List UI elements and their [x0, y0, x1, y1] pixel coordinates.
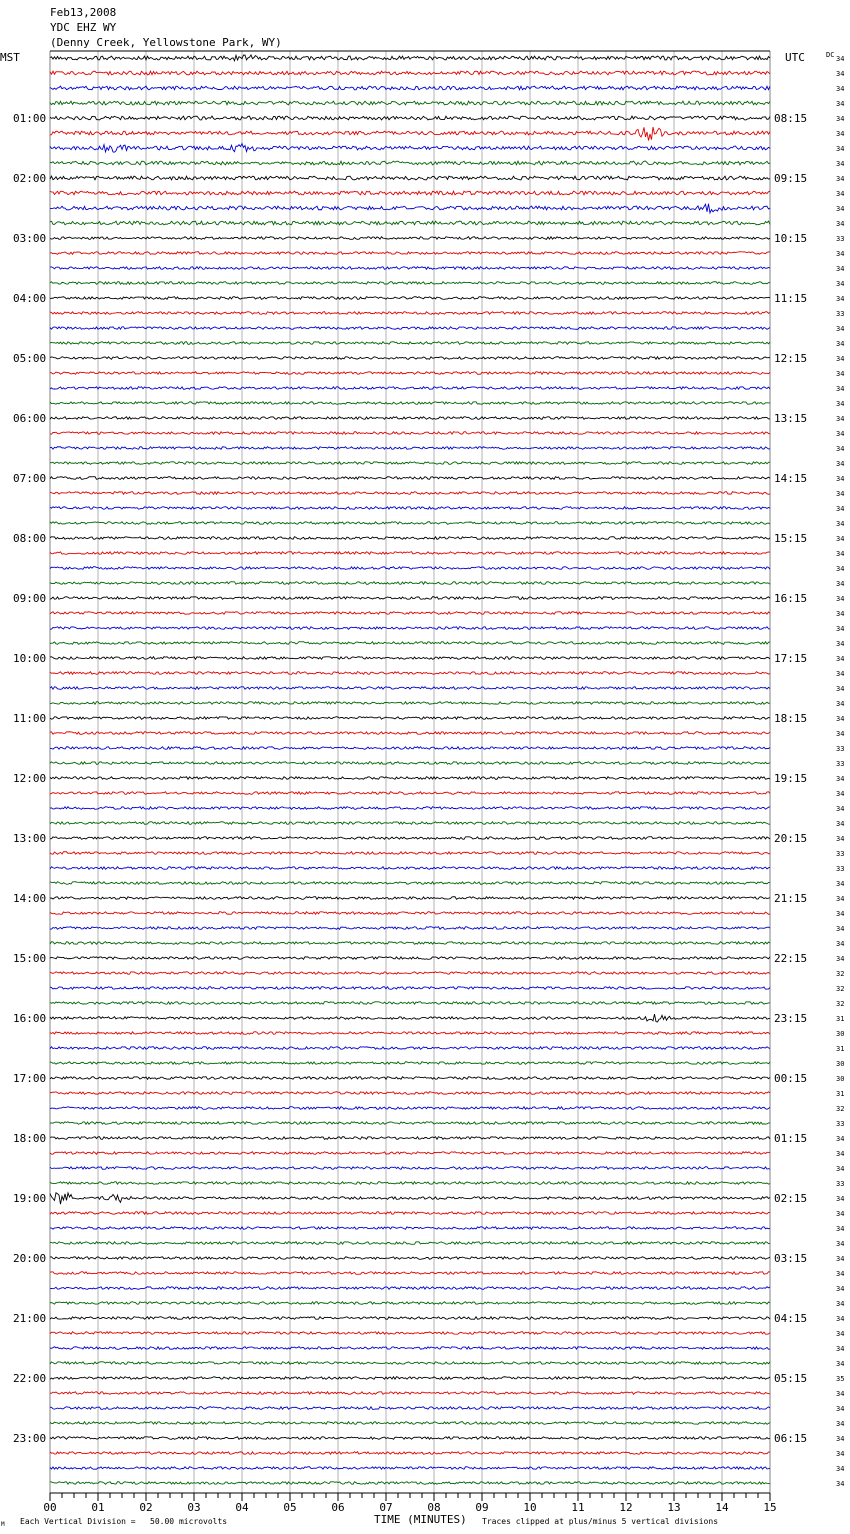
trace-row-78 — [50, 1227, 770, 1230]
trace-row-8 — [50, 176, 770, 180]
utc-hour-label: 05:15 — [774, 1372, 808, 1385]
trace-row-45 — [50, 732, 770, 735]
trace-row-94 — [50, 1467, 770, 1470]
x-tick-label: 12 — [619, 1501, 633, 1514]
trace-row-72 — [50, 1137, 770, 1140]
x-tick-label: 15 — [763, 1501, 777, 1514]
dc-offset-value: 34 — [836, 565, 845, 573]
dc-offset-value: 34 — [836, 820, 845, 828]
dc-offset-value: 34 — [836, 535, 845, 543]
trace-row-4 — [50, 116, 770, 120]
trace-row-5 — [50, 127, 770, 140]
dc-offset-value: 34 — [836, 1330, 845, 1338]
mst-hour-label: 22:00 — [13, 1372, 47, 1385]
dc-offset-header: DC — [826, 51, 835, 59]
trace-row-82 — [50, 1287, 770, 1290]
dc-offset-value: 34 — [836, 895, 845, 903]
dc-offset-value: 34 — [836, 775, 845, 783]
trace-row-19 — [50, 342, 770, 345]
trace-row-77 — [50, 1212, 770, 1215]
dc-offset-value: 34 — [836, 1390, 845, 1398]
dc-offset-value: 33 — [836, 1180, 845, 1188]
mst-hour-label: 08:00 — [13, 532, 47, 545]
dc-offset-value: 34 — [836, 805, 845, 813]
utc-hour-label: 21:15 — [774, 892, 808, 905]
trace-row-79 — [50, 1242, 770, 1245]
trace-row-34 — [50, 567, 770, 570]
dc-offset-value: 34 — [836, 955, 845, 963]
x-tick-label: 05 — [283, 1501, 297, 1514]
dc-offset-value: 33 — [836, 235, 845, 243]
mst-hour-label: 13:00 — [13, 832, 47, 845]
dc-offset-value: 30 — [836, 1075, 845, 1083]
dc-offset-value: 34 — [836, 100, 845, 108]
utc-hour-label: 14:15 — [774, 472, 808, 485]
trace-row-24 — [50, 417, 770, 420]
utc-hour-label: 00:15 — [774, 1072, 808, 1085]
trace-row-57 — [50, 912, 770, 915]
utc-hour-label: 17:15 — [774, 652, 808, 665]
mst-hour-label: 19:00 — [13, 1192, 47, 1205]
x-tick-label: 06 — [331, 1501, 345, 1514]
mst-hour-label: 09:00 — [13, 592, 47, 605]
trace-row-2 — [50, 86, 770, 90]
mst-hour-label: 16:00 — [13, 1012, 47, 1025]
utc-hour-label: 13:15 — [774, 412, 808, 425]
dc-offset-value: 34 — [836, 1210, 845, 1218]
mst-hour-label: 06:00 — [13, 412, 47, 425]
dc-offset-value: 34 — [836, 1450, 845, 1458]
trace-row-21 — [50, 372, 770, 375]
station-location: (Denny Creek, Yellowstone Park, WY) — [50, 36, 282, 49]
dc-offset-value: 30 — [836, 1060, 845, 1068]
utc-hour-label: 23:15 — [774, 1012, 808, 1025]
dc-offset-value: 34 — [836, 1420, 845, 1428]
dc-offset-value: 34 — [836, 655, 845, 663]
trace-row-37 — [50, 612, 770, 615]
utc-hour-label: 15:15 — [774, 532, 808, 545]
utc-hour-label: 02:15 — [774, 1192, 808, 1205]
trace-row-69 — [50, 1092, 770, 1095]
trace-row-7 — [50, 161, 770, 165]
dc-offset-value: 34 — [836, 505, 845, 513]
dc-offset-value: 34 — [836, 550, 845, 558]
utc-hour-label: 19:15 — [774, 772, 808, 785]
trace-row-44 — [50, 717, 770, 720]
trace-row-18 — [50, 327, 770, 330]
mst-hour-label: 05:00 — [13, 352, 47, 365]
utc-hour-label: 18:15 — [774, 712, 808, 725]
trace-row-22 — [50, 387, 770, 390]
station-code: YDC EHZ WY — [50, 21, 117, 34]
dc-offset-value: 34 — [836, 1360, 845, 1368]
trace-row-70 — [50, 1107, 770, 1110]
dc-offset-value: 34 — [836, 910, 845, 918]
trace-row-54 — [50, 867, 770, 870]
dc-offset-value: 34 — [836, 325, 845, 333]
dc-offset-value: 34 — [836, 580, 845, 588]
trace-row-62 — [50, 987, 770, 990]
trace-row-60 — [50, 957, 770, 960]
trace-row-81 — [50, 1272, 770, 1275]
dc-offset-value: 34 — [836, 1465, 845, 1473]
mst-hour-label: 15:00 — [13, 952, 47, 965]
trace-row-38 — [50, 627, 770, 630]
trace-row-33 — [50, 552, 770, 555]
trace-row-88 — [50, 1377, 770, 1380]
dc-offset-value: 33 — [836, 760, 845, 768]
trace-row-32 — [50, 537, 770, 540]
utc-hour-label: 08:15 — [774, 112, 808, 125]
dc-offset-value: 33 — [836, 310, 845, 318]
trace-row-35 — [50, 582, 770, 585]
trace-row-12 — [50, 237, 770, 240]
trace-row-49 — [50, 792, 770, 795]
dc-offset-value: 34 — [836, 280, 845, 288]
x-tick-label: 10 — [523, 1501, 537, 1514]
corner-mark: M — [1, 1521, 5, 1528]
dc-offset-value: 34 — [836, 1240, 845, 1248]
dc-offset-value: 34 — [836, 295, 845, 303]
trace-row-42 — [50, 687, 770, 690]
dc-offset-value: 34 — [836, 370, 845, 378]
trace-row-14 — [50, 267, 770, 270]
dc-offset-value: 34 — [836, 130, 845, 138]
dc-offset-value: 34 — [836, 70, 845, 78]
trace-row-46 — [50, 747, 770, 750]
dc-offset-value: 34 — [836, 205, 845, 213]
dc-offset-value: 34 — [836, 715, 845, 723]
dc-offset-value: 34 — [836, 490, 845, 498]
trace-row-15 — [50, 282, 770, 285]
dc-offset-value: 32 — [836, 1105, 845, 1113]
dc-offset-value: 33 — [836, 850, 845, 858]
dc-offset-value: 31 — [836, 1090, 845, 1098]
dc-offset-value: 34 — [836, 175, 845, 183]
mst-hour-label: 03:00 — [13, 232, 47, 245]
dc-offset-value: 34 — [836, 160, 845, 168]
mst-hour-label: 18:00 — [13, 1132, 47, 1145]
mst-hour-label: 21:00 — [13, 1312, 47, 1325]
x-tick-label: 00 — [43, 1501, 57, 1514]
dc-offset-value: 34 — [836, 415, 845, 423]
trace-row-36 — [50, 597, 770, 600]
dc-offset-value: 34 — [836, 520, 845, 528]
dc-offset-value: 33 — [836, 865, 845, 873]
utc-hour-label: 10:15 — [774, 232, 808, 245]
dc-offset-value: 34 — [836, 1285, 845, 1293]
dc-offset-value: 34 — [836, 145, 845, 153]
trace-row-39 — [50, 642, 770, 645]
dc-offset-value: 34 — [836, 1195, 845, 1203]
scale-note: Each Vertical Division = 50.00 microvolts — [20, 1517, 228, 1526]
dc-offset-value: 34 — [836, 835, 845, 843]
utc-hour-label: 20:15 — [774, 832, 808, 845]
trace-row-11 — [50, 221, 770, 225]
dc-offset-value: 34 — [836, 400, 845, 408]
trace-row-55 — [50, 882, 770, 885]
dc-offset-value: 30 — [836, 1030, 845, 1038]
dc-offset-value: 34 — [836, 445, 845, 453]
dc-offset-value: 34 — [836, 640, 845, 648]
dc-offset-value: 34 — [836, 1405, 845, 1413]
dc-offset-value: 34 — [836, 880, 845, 888]
x-tick-label: 14 — [715, 1501, 729, 1514]
mst-hour-label: 14:00 — [13, 892, 47, 905]
dc-offset-value: 34 — [836, 340, 845, 348]
trace-row-56 — [50, 897, 770, 900]
dc-offset-value: 34 — [836, 1300, 845, 1308]
trace-row-13 — [50, 252, 770, 255]
trace-row-85 — [50, 1332, 770, 1335]
trace-row-53 — [50, 852, 770, 855]
x-tick-label: 01 — [91, 1501, 105, 1514]
trace-row-50 — [50, 807, 770, 810]
trace-row-1 — [50, 71, 770, 75]
trace-row-6 — [50, 144, 770, 153]
trace-row-66 — [50, 1047, 770, 1050]
x-tick-label: 08 — [427, 1501, 441, 1514]
dc-offset-value: 34 — [836, 595, 845, 603]
seismic-traces — [50, 55, 770, 1484]
dc-offset-value: 34 — [836, 115, 845, 123]
x-axis-title: TIME (MINUTES) — [374, 1513, 467, 1526]
dc-offset-value: 34 — [836, 1165, 845, 1173]
trace-row-83 — [50, 1302, 770, 1305]
trace-row-27 — [50, 462, 770, 465]
trace-row-63 — [50, 1002, 770, 1005]
trace-row-92 — [50, 1437, 770, 1440]
trace-row-65 — [50, 1032, 770, 1035]
utc-hour-label: 11:15 — [774, 292, 808, 305]
trace-row-75 — [50, 1182, 770, 1185]
time-axis — [43, 1493, 776, 1514]
dc-offset-value: 34 — [836, 1135, 845, 1143]
dc-offset-value: 34 — [836, 1345, 845, 1353]
dc-offset-value: 34 — [836, 1480, 845, 1488]
trace-row-30 — [50, 507, 770, 510]
trace-row-64 — [50, 1014, 770, 1022]
x-tick-label: 03 — [187, 1501, 201, 1514]
utc-hour-label: 16:15 — [774, 592, 808, 605]
mst-hour-label: 12:00 — [13, 772, 47, 785]
trace-row-41 — [50, 672, 770, 675]
left-axis-timezone: MST — [0, 51, 20, 64]
dc-offset-value: 34 — [836, 85, 845, 93]
mst-hour-label: 17:00 — [13, 1072, 47, 1085]
x-tick-label: 13 — [667, 1501, 681, 1514]
trace-row-89 — [50, 1392, 770, 1395]
trace-row-3 — [50, 101, 770, 105]
dc-offset-value: 34 — [836, 925, 845, 933]
trace-row-10 — [50, 204, 770, 213]
dc-offset-value: 31 — [836, 1045, 845, 1053]
trace-row-51 — [50, 822, 770, 825]
mst-hour-label: 02:00 — [13, 172, 47, 185]
dc-offset-value: 34 — [836, 55, 845, 63]
trace-row-76 — [50, 1193, 770, 1204]
trace-row-73 — [50, 1152, 770, 1155]
utc-hour-label: 01:15 — [774, 1132, 808, 1145]
dc-offset-value: 34 — [836, 430, 845, 438]
dc-offset-value: 34 — [836, 1270, 845, 1278]
utc-hour-label: 12:15 — [774, 352, 808, 365]
dc-offset-value: 34 — [836, 625, 845, 633]
dc-offset-value: 34 — [836, 460, 845, 468]
dc-offset-value: 34 — [836, 730, 845, 738]
trace-row-23 — [50, 402, 770, 405]
trace-row-29 — [50, 492, 770, 495]
trace-row-68 — [50, 1077, 770, 1080]
trace-row-31 — [50, 522, 770, 525]
mst-hour-label: 01:00 — [13, 112, 47, 125]
trace-row-43 — [50, 702, 770, 705]
utc-hour-label: 03:15 — [774, 1252, 808, 1265]
mst-hour-label: 04:00 — [13, 292, 47, 305]
trace-row-71 — [50, 1122, 770, 1125]
dc-offset-value: 34 — [836, 190, 845, 198]
dc-offset-value: 34 — [836, 1315, 845, 1323]
right-axis-timezone: UTC — [785, 51, 805, 64]
dc-offset-value: 34 — [836, 475, 845, 483]
trace-row-93 — [50, 1452, 770, 1455]
trace-row-25 — [50, 432, 770, 435]
utc-hour-label: 04:15 — [774, 1312, 808, 1325]
dc-offset-value: 34 — [836, 1150, 845, 1158]
dc-offset-value: 34 — [836, 1225, 845, 1233]
dc-offset-value: 34 — [836, 355, 845, 363]
trace-row-0 — [50, 55, 770, 61]
dc-offset-value: 35 — [836, 1375, 845, 1383]
mst-hour-label: 07:00 — [13, 472, 47, 485]
trace-row-9 — [50, 191, 770, 195]
x-tick-label: 04 — [235, 1501, 249, 1514]
trace-row-74 — [50, 1167, 770, 1170]
dc-offset-value: 33 — [836, 1120, 845, 1128]
trace-row-95 — [50, 1482, 770, 1485]
clip-note: Traces clipped at plus/minus 5 vertical divisions — [482, 1517, 719, 1526]
dc-offset-value: 32 — [836, 985, 845, 993]
dc-offset-value: 34 — [836, 670, 845, 678]
x-tick-label: 09 — [475, 1501, 489, 1514]
utc-hour-label: 09:15 — [774, 172, 808, 185]
dc-offset-value: 34 — [836, 220, 845, 228]
trace-row-17 — [50, 312, 770, 315]
trace-row-40 — [50, 657, 770, 660]
dc-offset-value: 34 — [836, 1255, 845, 1263]
dc-offset-value: 34 — [836, 685, 845, 693]
utc-hour-label: 06:15 — [774, 1432, 808, 1445]
dc-offset-value: 34 — [836, 265, 845, 273]
dc-offset-value: 31 — [836, 1015, 845, 1023]
dc-offset-value: 33 — [836, 745, 845, 753]
mst-hour-label: 11:00 — [13, 712, 47, 725]
trace-row-61 — [50, 972, 770, 975]
trace-row-80 — [50, 1257, 770, 1260]
dc-offset-value: 34 — [836, 700, 845, 708]
dc-offset-value: 34 — [836, 790, 845, 798]
dc-offset-value: 34 — [836, 940, 845, 948]
dc-offset-value: 34 — [836, 1435, 845, 1443]
trace-row-58 — [50, 927, 770, 930]
utc-hour-label: 22:15 — [774, 952, 808, 965]
trace-row-20 — [50, 357, 770, 360]
trace-row-90 — [50, 1407, 770, 1410]
chart-date: Feb13,2008 — [50, 6, 117, 19]
trace-row-86 — [50, 1347, 770, 1350]
trace-row-16 — [50, 297, 770, 300]
trace-row-47 — [50, 762, 770, 765]
dc-offset-value: 32 — [836, 1000, 845, 1008]
trace-row-59 — [50, 942, 770, 945]
trace-row-84 — [50, 1317, 770, 1320]
dc-offset-value: 34 — [836, 610, 845, 618]
mst-hour-label: 10:00 — [13, 652, 47, 665]
x-tick-label: 11 — [571, 1501, 585, 1514]
dc-offset-value: 32 — [836, 970, 845, 978]
trace-row-67 — [50, 1062, 770, 1065]
trace-row-91 — [50, 1422, 770, 1425]
mst-hour-label: 23:00 — [13, 1432, 47, 1445]
trace-row-28 — [50, 477, 770, 480]
x-tick-label: 02 — [139, 1501, 153, 1514]
dc-offset-value: 34 — [836, 385, 845, 393]
dc-offset-value: 34 — [836, 250, 845, 258]
trace-row-26 — [50, 447, 770, 450]
x-tick-label: 07 — [379, 1501, 393, 1514]
mst-hour-label: 20:00 — [13, 1252, 47, 1265]
trace-row-87 — [50, 1362, 770, 1365]
trace-row-52 — [50, 837, 770, 840]
trace-row-48 — [50, 777, 770, 780]
